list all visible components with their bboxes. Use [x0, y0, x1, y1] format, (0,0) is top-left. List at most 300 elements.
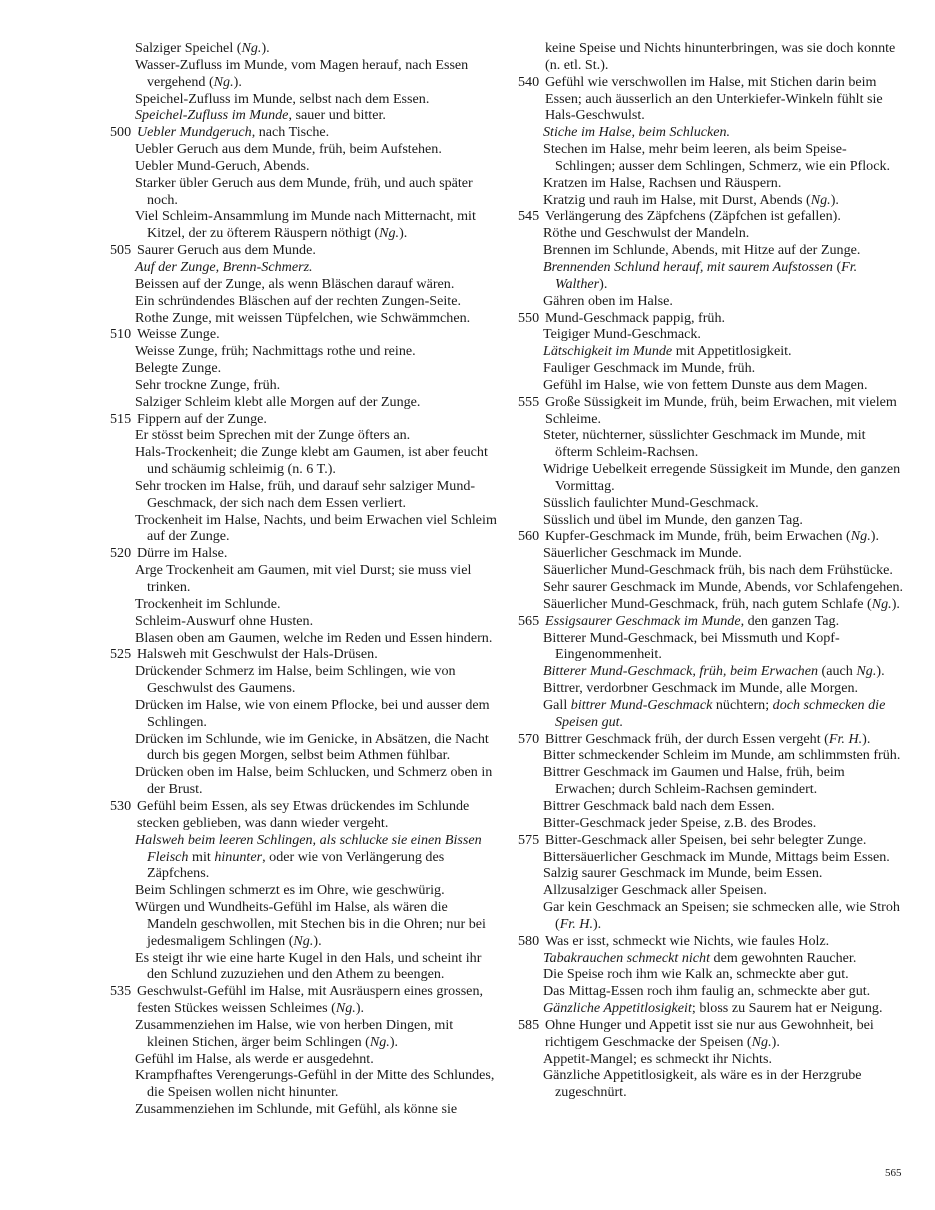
entry-text [533, 495, 905, 512]
text-segment: Was er isst, schmeckt wie Nichts, wie faules Holz. [545, 932, 830, 949]
entry-text [125, 141, 497, 158]
entry-text [125, 427, 497, 444]
entry-number [110, 427, 125, 444]
italic-segment: Stiche im Halse, beim Schlucken. [543, 124, 731, 141]
symptom-entry [518, 950, 905, 967]
page-number: 565 [885, 1167, 902, 1179]
italic-segment: Ng. [293, 932, 314, 949]
entry-number [518, 461, 533, 495]
entry-text [125, 1101, 497, 1118]
text-segment: Fauliger Geschmack im Munde, früh. [543, 360, 756, 377]
symptom-entry [518, 512, 905, 529]
entry-text [533, 764, 905, 798]
symptom-entry [518, 1067, 905, 1101]
entry-text [125, 1067, 497, 1101]
symptom-entry [110, 882, 497, 899]
text-segment: keine Speise und Nichts hinunterbringen, was sie doch konnte (n. etl. St.). [545, 40, 896, 73]
text-segment: Drücken im Schlunde, wie im Genicke, in Absätzen, die Nacht durch bis gegen Morgen, selbst beim Athmen fühlbar. [135, 730, 489, 764]
entry-number [518, 680, 533, 697]
text-segment: Krampfhaftes Verengerungs-Gefühl in der Mitte des Schlundes, die Speisen wollen nicht hinunter. [135, 1067, 495, 1101]
symptom-entry [518, 326, 905, 343]
entry-number: 575 [518, 831, 540, 848]
italic-segment: Fr. Walther [555, 258, 858, 292]
italic-segment: Ng. [213, 73, 234, 90]
italic-segment: Brennenden Schlund herauf, mit saurem Aufstossen [543, 258, 833, 275]
text-segment: Belegte Zunge. [135, 360, 222, 377]
entry-number [110, 360, 125, 377]
entry-number [110, 1017, 125, 1051]
entry-number [518, 882, 533, 899]
entry-text [533, 579, 905, 596]
text-segment: Würgen und Wundheits-Gefühl im Halse, als wären die Mandeln geschwollen, mit Stechen bis in die Ohren; nur bei jedesmaligem Schlingen ( [135, 899, 486, 949]
text-segment: Uebler Mund-Geruch, Abends. [135, 157, 310, 174]
entry-text [533, 832, 905, 849]
entry-text [533, 1067, 905, 1101]
symptom-entry [518, 983, 905, 1000]
entry-number [518, 950, 533, 967]
entry-number [110, 1067, 125, 1101]
entry-text [125, 242, 497, 259]
entry-text [533, 141, 905, 175]
symptom-entry [518, 242, 905, 259]
text-segment: Gefühl wie verschwollen im Halse, mit Stichen darin beim Essen; auch äusserlich an den Unterkiefer-Winkeln fühlt sie Hals-Geschwulst. [545, 73, 883, 124]
entry-number: 545 [518, 208, 540, 225]
entry-text [125, 731, 497, 765]
entry-number [110, 276, 125, 293]
symptom-entry [518, 596, 905, 613]
symptom-entry [110, 427, 497, 444]
entry-number [110, 57, 125, 91]
entry-number [518, 141, 533, 175]
text-segment: mit [188, 848, 215, 865]
text-segment: Ein schründendes Bläschen auf der rechten Zungen-Seite. [135, 292, 461, 309]
entry-number [110, 310, 125, 327]
symptom-entry [110, 1051, 497, 1068]
symptom-entry [110, 899, 497, 950]
entry-text [533, 528, 905, 545]
entry-text [533, 697, 905, 731]
entry-text [125, 175, 497, 209]
text-segment: Weisse Zunge. [137, 326, 220, 343]
text-segment: , den ganzen Tag. [740, 612, 840, 629]
entry-number [518, 326, 533, 343]
entry-number [518, 259, 533, 293]
text-segment: Gähren oben im Halse. [543, 292, 673, 309]
entry-text [125, 107, 497, 124]
text-segment: Appetit-Mangel; es schmeckt ihr Nichts. [543, 1050, 772, 1067]
entry-text [533, 242, 905, 259]
symptom-entry [110, 1017, 497, 1051]
entry-number [518, 815, 533, 832]
italic-segment: Ng. [810, 191, 831, 208]
entry-text [533, 798, 905, 815]
italic-segment: Fr. H. [828, 730, 863, 747]
entry-number [110, 613, 125, 630]
entry-number [518, 427, 533, 461]
symptom-entry [110, 377, 497, 394]
symptom-entry [518, 865, 905, 882]
symptom-entry [518, 899, 905, 933]
symptom-entry [110, 731, 497, 765]
entry-text [533, 394, 905, 428]
symptom-entry [518, 141, 905, 175]
symptom-entry [110, 613, 497, 630]
entry-number [518, 495, 533, 512]
symptom-entry [110, 326, 497, 343]
text-segment: Röthe und Geschwulst der Mandeln. [543, 225, 750, 242]
text-segment: ). [261, 40, 270, 56]
symptom-entry [110, 394, 497, 411]
text-segment: Gall [543, 696, 571, 713]
entry-text [533, 562, 905, 579]
entry-number [518, 747, 533, 764]
symptom-entry [110, 444, 497, 478]
entry-number [110, 899, 125, 950]
entry-text [533, 1017, 905, 1051]
entry-text [125, 1017, 497, 1051]
text-segment: ( [832, 258, 842, 275]
text-segment: Zusammenziehen im Schlunde, mit Gefühl, als könne sie [135, 1101, 458, 1118]
text-segment: Bitter schmeckender Schleim im Munde, am schlimmsten früh. [543, 747, 901, 764]
text-segment: Salzig saurer Geschmack im Munde, beim Essen. [543, 865, 823, 882]
entry-number [518, 1051, 533, 1068]
symptom-entry [110, 310, 497, 327]
text-segment: Kratzen im Halse, Rachsen und Räuspern. [543, 174, 782, 191]
symptom-entry [518, 680, 905, 697]
text-segment: Bittersäuerlicher Geschmack im Munde, Mittags beim Essen. [543, 848, 890, 865]
symptom-entry [110, 107, 497, 124]
italic-segment: Ng. [856, 663, 877, 680]
entry-number [110, 478, 125, 512]
italic-segment: Ng. [871, 595, 892, 612]
entry-number [518, 124, 533, 141]
text-segment: Schleim-Auswurf ohne Husten. [135, 612, 314, 629]
entry-number: 585 [518, 1016, 540, 1033]
symptom-entry [518, 208, 905, 225]
entry-text [533, 865, 905, 882]
symptom-entry [110, 175, 497, 209]
text-segment: ; bloss zu Saurem hat er Neigung. [691, 1000, 883, 1017]
text-segment: Kupfer-Geschmack im Munde, früh, beim Erwachen ( [545, 528, 851, 545]
symptom-entry [110, 478, 497, 512]
text-segment: Bittrer Geschmack bald nach dem Essen. [543, 797, 775, 814]
symptom-entry [110, 1067, 497, 1101]
text-segment: Drücken im Halse, wie von einem Pflocke, bei und ausser dem Schlingen. [135, 696, 490, 730]
symptom-entry [110, 57, 497, 91]
text-segment: Bittrer, verdorbner Geschmack im Munde, alle Morgen. [543, 680, 859, 697]
text-segment: Trockenheit im Schlunde. [135, 595, 281, 612]
entry-text [533, 461, 905, 495]
entry-text [533, 613, 905, 630]
italic-segment: Auf der Zunge, Brenn-Schmerz. [135, 258, 313, 275]
entry-text [533, 983, 905, 1000]
symptom-entry [110, 208, 497, 242]
symptom-entry [110, 983, 497, 1017]
entry-text [125, 613, 497, 630]
entry-text [533, 882, 905, 899]
text-segment: Süsslich und übel im Munde, den ganzen Tag. [543, 511, 803, 528]
entry-text [125, 882, 497, 899]
entry-number: 560 [518, 528, 540, 545]
italic-segment: Speichel-Zufluss im Munde [135, 107, 289, 124]
entry-text [533, 849, 905, 866]
entry-text [125, 310, 497, 327]
entry-text [125, 562, 497, 596]
entry-number [518, 175, 533, 192]
symptom-entry [518, 747, 905, 764]
entry-number [518, 630, 533, 664]
text-segment: Allzusalziger Geschmack aller Speisen. [543, 882, 767, 899]
symptom-entry [518, 1051, 905, 1068]
text-segment: Salziger Speichel ( [135, 40, 242, 56]
entry-text [533, 933, 905, 950]
text-segment: ). [771, 1033, 780, 1050]
text-segment: Sehr saurer Geschmack im Munde, Abends, vor Schlafengehen. [543, 579, 904, 595]
entry-text [533, 950, 905, 967]
entry-text [533, 74, 905, 125]
text-segment: ). [830, 191, 839, 208]
entry-number [110, 562, 125, 596]
text-segment: Steter, nüchterner, süsslichter Geschmack im Munde, mit öfterm Schleim-Rachsen. [543, 427, 866, 461]
entry-text [125, 545, 497, 562]
entry-text [533, 680, 905, 697]
entry-number [518, 545, 533, 562]
entry-text [533, 427, 905, 461]
text-segment: ). [399, 225, 408, 242]
entry-text [125, 276, 497, 293]
symptom-entry [518, 630, 905, 664]
symptom-entry [110, 630, 497, 647]
entry-number [110, 764, 125, 798]
entry-text [533, 326, 905, 343]
italic-segment: Ng. [751, 1033, 772, 1050]
text-segment: Arge Trockenheit am Gaumen, mit viel Durst; sie muss viel trinken. [135, 562, 472, 595]
text-segment: Bitter-Geschmack aller Speisen, bei sehr belegter Zunge. [545, 831, 867, 848]
text-segment: Säuerlicher Mund-Geschmack früh, bis nach dem Frühstücke. [543, 562, 893, 579]
entry-number [110, 832, 125, 883]
text-segment: Gefühl im Halse, wie von fettem Dunste aus dem Magen. [543, 376, 868, 393]
entry-number [518, 697, 533, 731]
entry-number [518, 360, 533, 377]
text-segment: Speichel-Zufluss im Munde, selbst nach dem Essen. [135, 90, 430, 107]
symptom-entry [110, 276, 497, 293]
entry-number: 520 [110, 545, 132, 562]
text-segment: Dürre im Halse. [137, 545, 228, 562]
text-segment: ). [599, 275, 608, 292]
text-segment: Uebler Geruch aus dem Munde, früh, beim Aufstehen. [135, 141, 442, 158]
text-segment: Teigiger Mund-Geschmack. [543, 326, 701, 343]
entry-number [110, 40, 125, 57]
text-segment: Bitter-Geschmack jeder Speise, z.B. des Brodes. [543, 814, 817, 831]
entry-number [110, 259, 125, 276]
entry-text [125, 1051, 497, 1068]
symptom-entry [110, 343, 497, 360]
text-segment: Drückender Schmerz im Halse, beim Schlingen, wie von Geschwulst des Gaumens. [135, 663, 456, 697]
entry-number [110, 208, 125, 242]
entry-text [125, 343, 497, 360]
symptom-entry [518, 360, 905, 377]
symptom-entry [110, 91, 497, 108]
entry-text [533, 124, 905, 141]
entry-text [125, 663, 497, 697]
symptom-entry [110, 663, 497, 697]
symptom-entry [518, 343, 905, 360]
symptom-entry [518, 764, 905, 798]
entry-number [110, 91, 125, 108]
entry-number [518, 663, 533, 680]
entry-number [110, 394, 125, 411]
entry-number [110, 1051, 125, 1068]
entry-text [533, 40, 905, 74]
italic-segment: Bitterer Mund-Geschmack, früh, beim Erwachen [543, 663, 819, 680]
entry-text [533, 512, 905, 529]
entry-number: 555 [518, 393, 540, 410]
symptom-entry [110, 697, 497, 731]
text-segment: , sauer und bitter. [288, 107, 386, 124]
symptom-entry [110, 124, 497, 141]
entry-text [125, 377, 497, 394]
italic-segment: bittrer Mund-Geschmack [570, 696, 713, 713]
entry-number [110, 630, 125, 647]
entry-text [533, 596, 905, 613]
entry-number [518, 293, 533, 310]
text-segment: Süsslich faulichter Mund-Geschmack. [543, 494, 759, 511]
text-segment: Gefühl beim Essen, als sey Etwas drückendes im Schlunde stecken geblieben, was dann wieder vergeht. [137, 797, 470, 831]
entry-text [125, 697, 497, 731]
symptom-entry [110, 158, 497, 175]
entry-text [125, 478, 497, 512]
entry-number [110, 950, 125, 984]
entry-number [518, 562, 533, 579]
italic-segment: Halsweh beim leeren Schlingen, als schlucke sie einen Bissen Fleisch [135, 831, 482, 865]
text-segment: Ohne Hunger und Appetit isst sie nur aus Gewohnheit, bei richtigem Geschmacke der Speisen ( [545, 1016, 874, 1050]
entry-text [125, 40, 497, 57]
text-segment: Zusammenziehen im Halse, wie von herben Dingen, mit kleinen Stichen, ärger beim Schlingen ( [135, 1016, 454, 1050]
text-segment: ). [233, 73, 242, 90]
symptom-entry [518, 545, 905, 562]
entry-number [518, 242, 533, 259]
symptom-entry [110, 242, 497, 259]
text-segment: Salziger Schleim klebt alle Morgen auf der Zunge. [135, 393, 421, 410]
italic-segment: Ng. [241, 40, 262, 56]
entry-number [518, 899, 533, 933]
entry-number [518, 983, 533, 1000]
text-segment: Gänzliche Appetitlosigkeit, als wäre es in der Herzgrube zugeschnürt. [543, 1067, 862, 1101]
entry-number [110, 141, 125, 158]
text-segment: ). [891, 595, 900, 612]
text-segment: Bittrer Geschmack im Gaumen und Halse, früh, beim Erwachen; durch Schleim-Rachsen gemindert. [543, 764, 845, 798]
text-segment: Gar kein Geschmack an Speisen; sie schmecken alle, wie Stroh ( [543, 899, 900, 932]
text-segment: dem gewohnten Raucher. [710, 949, 857, 966]
entry-number [518, 192, 533, 209]
text-segment: ). [870, 528, 879, 545]
entry-text [533, 731, 905, 748]
entry-text [533, 815, 905, 832]
entry-number [518, 377, 533, 394]
entry-number [518, 596, 533, 613]
symptom-entry [110, 562, 497, 596]
text-segment: Drücken oben im Halse, beim Schlucken, und Schmerz oben in der Brust. [135, 764, 493, 798]
text-segment: Beim Schlingen schmerzt es im Ohre, wie geschwürig. [135, 882, 445, 899]
symptom-entry [518, 882, 905, 899]
text-segment: Säuerlicher Mund-Geschmack, früh, nach gutem Schlafe ( [543, 595, 872, 612]
entry-text [533, 1051, 905, 1068]
text-segment: Weisse Zunge, früh; Nachmittags rothe und reine. [135, 343, 416, 360]
symptom-entry [110, 259, 497, 276]
text-segment: Große Süssigkeit im Munde, früh, beim Erwachen, mit vielem Schleime. [545, 393, 897, 427]
text-segment: Hals-Trockenheit; die Zunge klebt am Gaumen, ist aber feucht und schäumig schleimig (n. 6 T.). [135, 444, 488, 478]
text-segment: Trockenheit im Halse, Nachts, und beim Erwachen viel Schleim auf der Zunge. [135, 511, 497, 545]
symptom-entry [110, 950, 497, 984]
text-segment: Es steigt ihr wie eine harte Kugel in den Hals, und scheint ihr den Schlund zuzuziehen und den Athem zu beengen. [135, 949, 482, 983]
symptom-entry [518, 310, 905, 327]
entry-text [533, 360, 905, 377]
entry-number [110, 697, 125, 731]
entry-number [110, 293, 125, 310]
entry-number: 535 [110, 983, 132, 1000]
text-segment: Starker übler Geruch aus dem Munde, früh, und auch später noch. [135, 174, 473, 208]
text-segment: Sehr trocken im Halse, früh, und darauf sehr salziger Mund-Geschmack, der sich nach dem Essen verliert. [135, 477, 476, 511]
entry-number: 530 [110, 797, 132, 814]
symptom-entry [518, 394, 905, 428]
entry-text [125, 360, 497, 377]
entry-number [110, 663, 125, 697]
text-segment: mit Appetitlosigkeit. [672, 343, 792, 360]
symptom-entry [110, 411, 497, 428]
italic-segment: Ng. [335, 1000, 356, 1017]
entry-text [125, 444, 497, 478]
entry-text [125, 158, 497, 175]
entry-number [518, 1067, 533, 1101]
entry-number: 505 [110, 242, 132, 259]
entry-number [518, 849, 533, 866]
text-segment: , nach Tische. [251, 124, 330, 141]
text-segment: nüchtern; [712, 696, 773, 713]
entry-number: 540 [518, 73, 540, 90]
text-segment: Wasser-Zufluss im Munde, vom Magen herauf, nach Essen vergehend ( [135, 56, 469, 90]
entry-text [125, 832, 497, 883]
entry-number: 550 [518, 309, 540, 326]
symptom-entry [518, 495, 905, 512]
text-segment: Viel Schleim-Ansammlung im Munde nach Mitternacht, mit Kitzel, der zu öfterem Räuspern nöthigt ( [135, 208, 476, 242]
entry-number [518, 512, 533, 529]
entry-number: 510 [110, 326, 132, 343]
italic-segment: Uebler Mundgeruch [137, 124, 252, 141]
symptom-entry [110, 832, 497, 883]
entry-number [110, 882, 125, 899]
entry-number [518, 343, 533, 360]
symptom-entry [110, 596, 497, 613]
entry-text [125, 646, 497, 663]
symptom-entry [518, 1017, 905, 1051]
entry-number: 580 [518, 932, 540, 949]
entry-number [518, 225, 533, 242]
italic-segment: hinunter [214, 848, 263, 865]
entry-number [518, 966, 533, 983]
symptom-entry [518, 293, 905, 310]
entry-number [518, 1000, 533, 1017]
entry-text [125, 411, 497, 428]
entry-number [110, 377, 125, 394]
entry-number [110, 1101, 125, 1118]
entry-number [518, 798, 533, 815]
entry-number: 570 [518, 730, 540, 747]
symptom-entry [518, 1000, 905, 1017]
entry-text [125, 293, 497, 310]
symptom-entry [518, 74, 905, 125]
symptom-entry [518, 798, 905, 815]
entry-number [110, 175, 125, 209]
